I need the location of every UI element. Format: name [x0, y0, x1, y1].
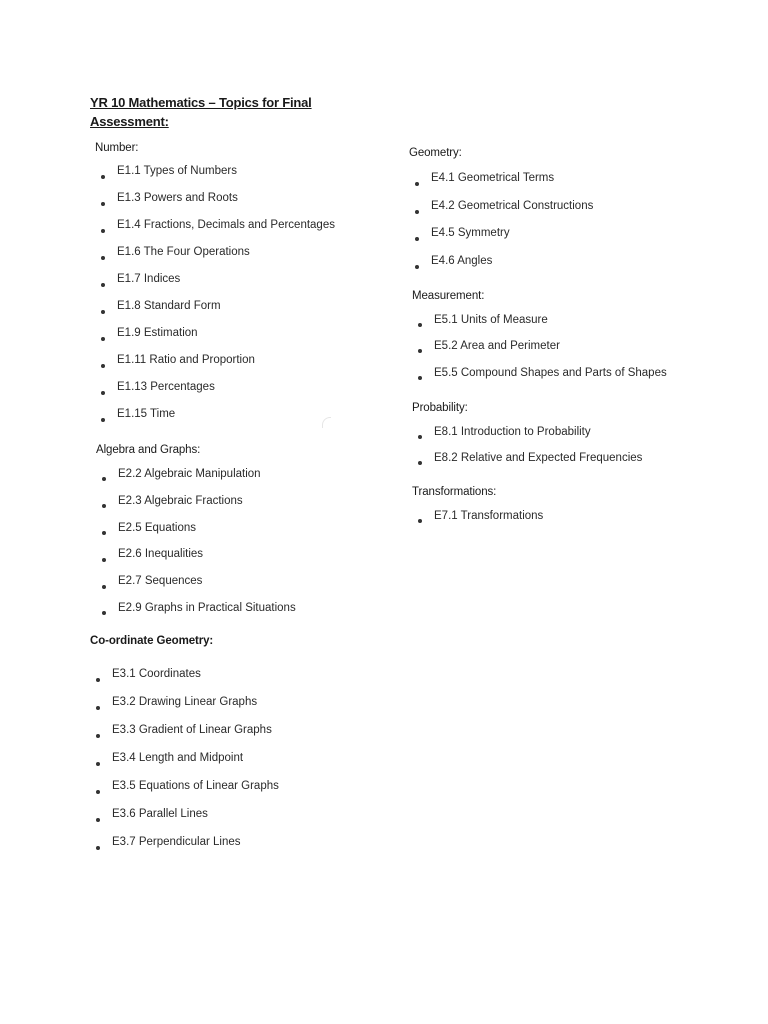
topic-list-number — [95, 163, 335, 433]
list-item: E1.3 Powers and Roots — [95, 190, 335, 217]
list-item: E4.6 Angles — [409, 253, 593, 281]
list-item: E3.7 Perpendicular Lines — [90, 834, 279, 862]
section-heading-algebra: Algebra and Graphs: — [96, 444, 201, 456]
list-item: E2.5 Equations — [96, 520, 296, 547]
list-item: E4.2 Geometrical Constructions — [409, 198, 593, 226]
list-item: E5.5 Compound Shapes and Parts of Shapes — [412, 365, 667, 391]
section-heading-measurement: Measurement: — [412, 290, 485, 302]
list-item: E8.2 Relative and Expected Frequencies — [412, 450, 642, 476]
list-item: E2.6 Inequalities — [96, 546, 296, 573]
list-item: E4.5 Symmetry — [409, 225, 593, 253]
list-item: E1.11 Ratio and Proportion — [95, 352, 335, 379]
list-item: E3.3 Gradient of Linear Graphs — [90, 722, 279, 750]
list-item: E1.6 The Four Operations — [95, 244, 335, 271]
section-heading-number: Number: — [95, 142, 139, 154]
section-heading-coordinate-geometry: Co-ordinate Geometry: — [90, 635, 214, 647]
list-item: E1.1 Types of Numbers — [95, 163, 335, 190]
list-item: E3.5 Equations of Linear Graphs — [90, 778, 279, 806]
section-probability — [412, 402, 642, 477]
topic-list-measurement — [412, 312, 667, 391]
page-title-line-1: YR 10 Mathematics – Topics for Final — [90, 95, 312, 110]
list-item: E5.1 Units of Measure — [412, 312, 667, 338]
list-item: E3.4 Length and Midpoint — [90, 750, 279, 778]
list-item: E1.8 Standard Form — [95, 298, 335, 325]
list-item: E2.9 Graphs in Practical Situations — [96, 600, 296, 627]
section-heading-geometry: Geometry: — [409, 147, 462, 159]
list-item: E2.7 Sequences — [96, 573, 296, 600]
topic-list-probability — [412, 424, 642, 477]
list-item: E1.15 Time — [95, 406, 335, 433]
page-title-line-2: Assessment: — [90, 114, 169, 129]
list-item: E3.2 Drawing Linear Graphs — [90, 694, 279, 722]
section-geometry — [409, 147, 593, 281]
section-heading-transformations: Transformations: — [412, 486, 497, 498]
section-measurement — [412, 290, 667, 391]
list-item: E5.2 Area and Perimeter — [412, 338, 667, 364]
topic-list-coordinate-geometry — [90, 666, 279, 862]
section-transformations — [412, 486, 543, 534]
list-item: E1.7 Indices — [95, 271, 335, 298]
list-item: E7.1 Transformations — [412, 508, 543, 534]
topic-list-transformations — [412, 508, 543, 534]
list-item: E1.4 Fractions, Decimals and Percentages — [95, 217, 335, 244]
list-item: E8.1 Introduction to Probability — [412, 424, 642, 450]
section-heading-probability: Probability: — [412, 402, 468, 414]
list-item: E2.3 Algebraic Fractions — [96, 493, 296, 520]
page-title — [90, 93, 350, 131]
list-item: E4.1 Geometrical Terms — [409, 170, 593, 198]
list-item: E1.13 Percentages — [95, 379, 335, 406]
section-algebra — [96, 444, 296, 627]
list-item: E2.2 Algebraic Manipulation — [96, 466, 296, 493]
list-item: E3.1 Coordinates — [90, 666, 279, 694]
topic-list-geometry — [409, 170, 593, 281]
section-number — [95, 142, 335, 433]
topic-list-algebra — [96, 466, 296, 627]
list-item: E3.6 Parallel Lines — [90, 806, 279, 834]
section-coordinate-geometry — [90, 635, 279, 862]
list-item: E1.9 Estimation — [95, 325, 335, 352]
